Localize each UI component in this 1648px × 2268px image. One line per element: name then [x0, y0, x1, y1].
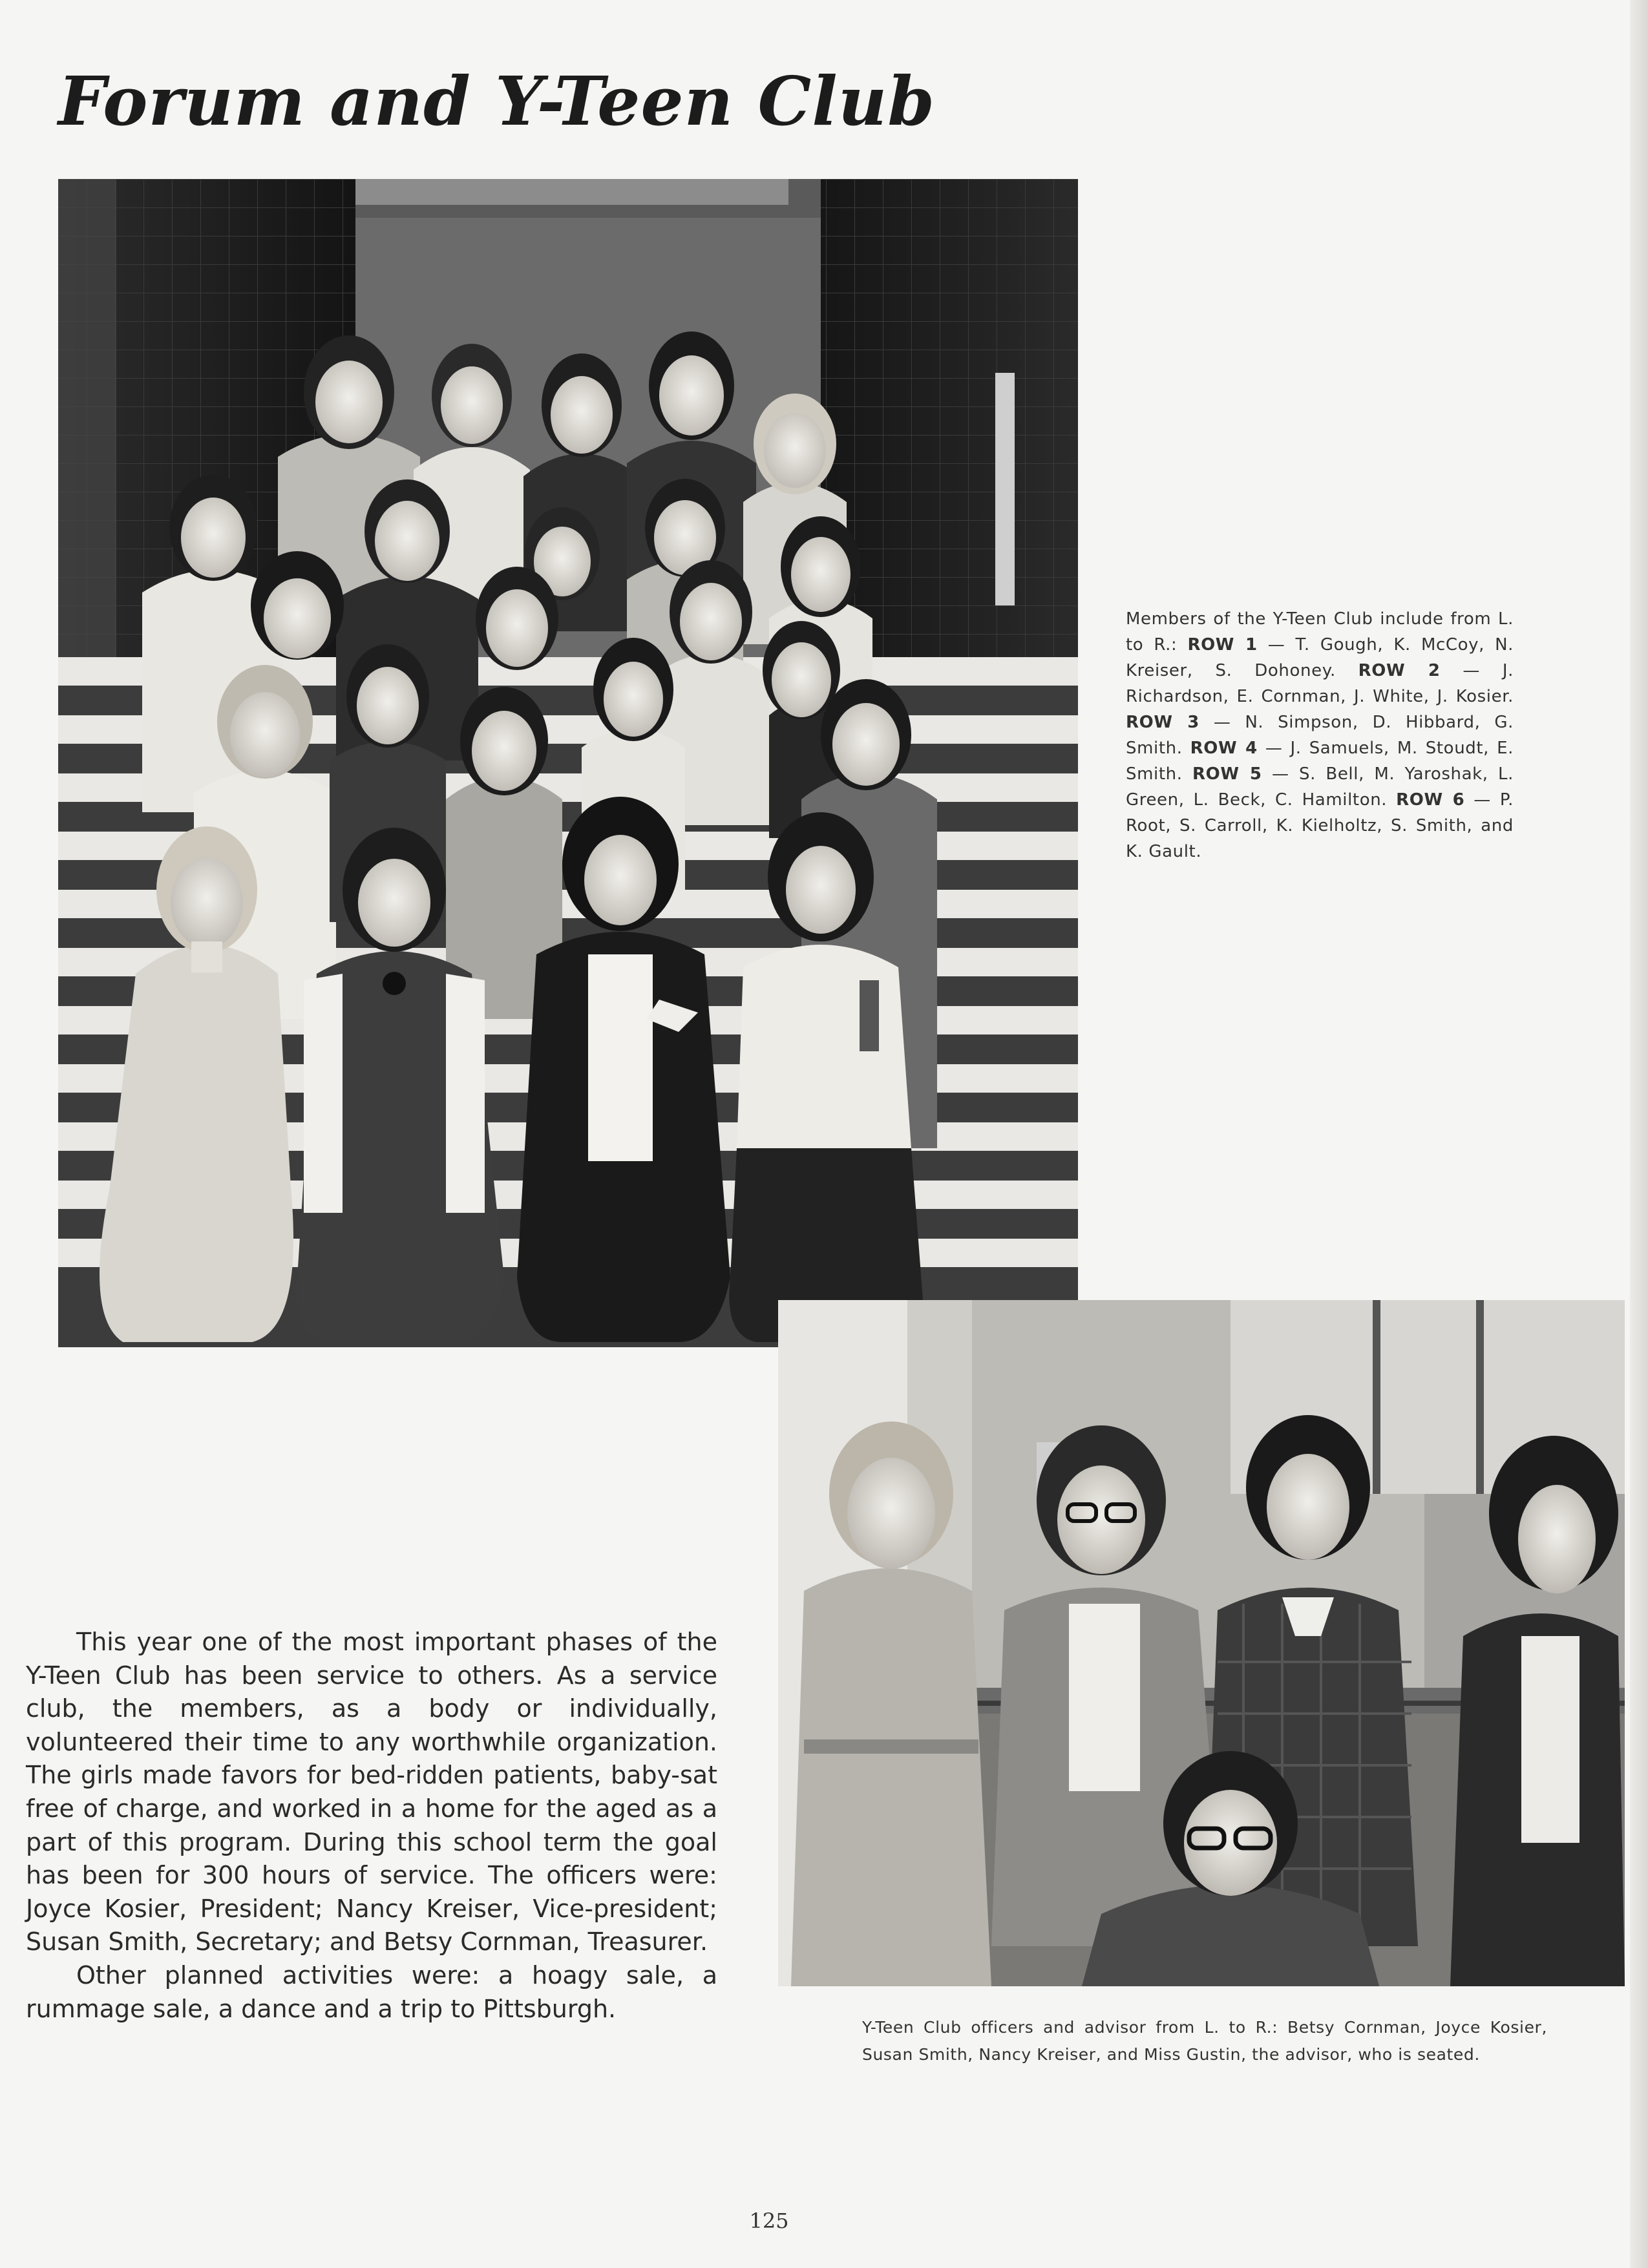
- officers-caption: Y-Teen Club officers and advisor from L. to R.: Betsy Cornman, Joyce Kosier, Susan Smith, Nancy Kreiser, and Miss Gustin, the advisor, who is seated.: [862, 2018, 1547, 2064]
- page-edge-shadow: [1630, 0, 1648, 2268]
- body-text: [26, 1626, 717, 2026]
- row-label: ROW 1: [1187, 635, 1258, 655]
- stairs-group-photo-image: [58, 179, 1078, 1347]
- row-names: P. Root, S. Carroll, K. Kielholtz, S. Smith, and K. Gault.: [1126, 790, 1514, 861]
- row-label: ROW 5: [1192, 764, 1262, 784]
- row-names: J. Samuels, M. Stoudt, E. Smith.: [1126, 739, 1514, 784]
- row-names: S. Bell, M. Yaroshak, L. Green, L. Beck, C. Hamilton.: [1126, 764, 1514, 810]
- members-caption: Members of the Y-Teen Club include from L. to R.: ROW 1 — T. Gough, K. McCoy, N. Kreiser, S. Dohoney. ROW 2 — J. Richardson, E. Cornman, J. White, J. Kosier. ROW 3 — N. Simpson, D. Hibbard, G. Smith. ROW 4 — J. Samuels, M. Stoudt, E. Smith. ROW 5 — S. Bell, M. Yaroshak, L. Green, L. Beck, C. Hamilton. ROW 6 — P. Root, S. Carroll, K. Kielholtz, S. Smith, and K. Gault.: [1126, 609, 1514, 861]
- row-names: T. Gough, K. McCoy, N. Kreiser, S. Dohoney.: [1126, 635, 1514, 680]
- officers-photo: [778, 1300, 1625, 1986]
- row-names: J. Richardson, E. Cornman, J. White, J. Kosier.: [1126, 661, 1514, 706]
- row-label: ROW 4: [1190, 739, 1258, 758]
- stairs-group-photo: [58, 179, 1078, 1347]
- body-paragraph: This year one of the most important phases of the Y-Teen Club has been service to others. As a service club, the members, as a body or individually, volunteered their time to any worthwhile organization. The girls made favors for bed-ridden patients, baby-sat free of charge, and worked in a home for the aged as a part of this program. During this school term the goal has been for 300 hours of service. The officers were: Joyce Kosier, President; Nancy Kreiser, Vice-president; Susan Smith, Secretary; and Betsy Cornman, Treasurer.: [26, 1628, 717, 1957]
- body-paragraph: Other planned activities were: a hoagy sale, a rummage sale, a dance and a trip to Pittsburgh.: [26, 1960, 717, 2023]
- members-caption-intro: Members of the Y-Teen Club include from L. to R.:: [1126, 609, 1514, 655]
- page-number: 125: [749, 2209, 789, 2233]
- row-label: ROW 3: [1126, 713, 1199, 732]
- page-title: Forum and Y-Teen Club: [58, 61, 936, 141]
- row-label: ROW 6: [1396, 790, 1465, 810]
- officers-photo-image: [778, 1300, 1625, 1986]
- row-label: ROW 2: [1358, 661, 1441, 680]
- row-names: N. Simpson, D. Hibbard, G. Smith.: [1126, 713, 1514, 758]
